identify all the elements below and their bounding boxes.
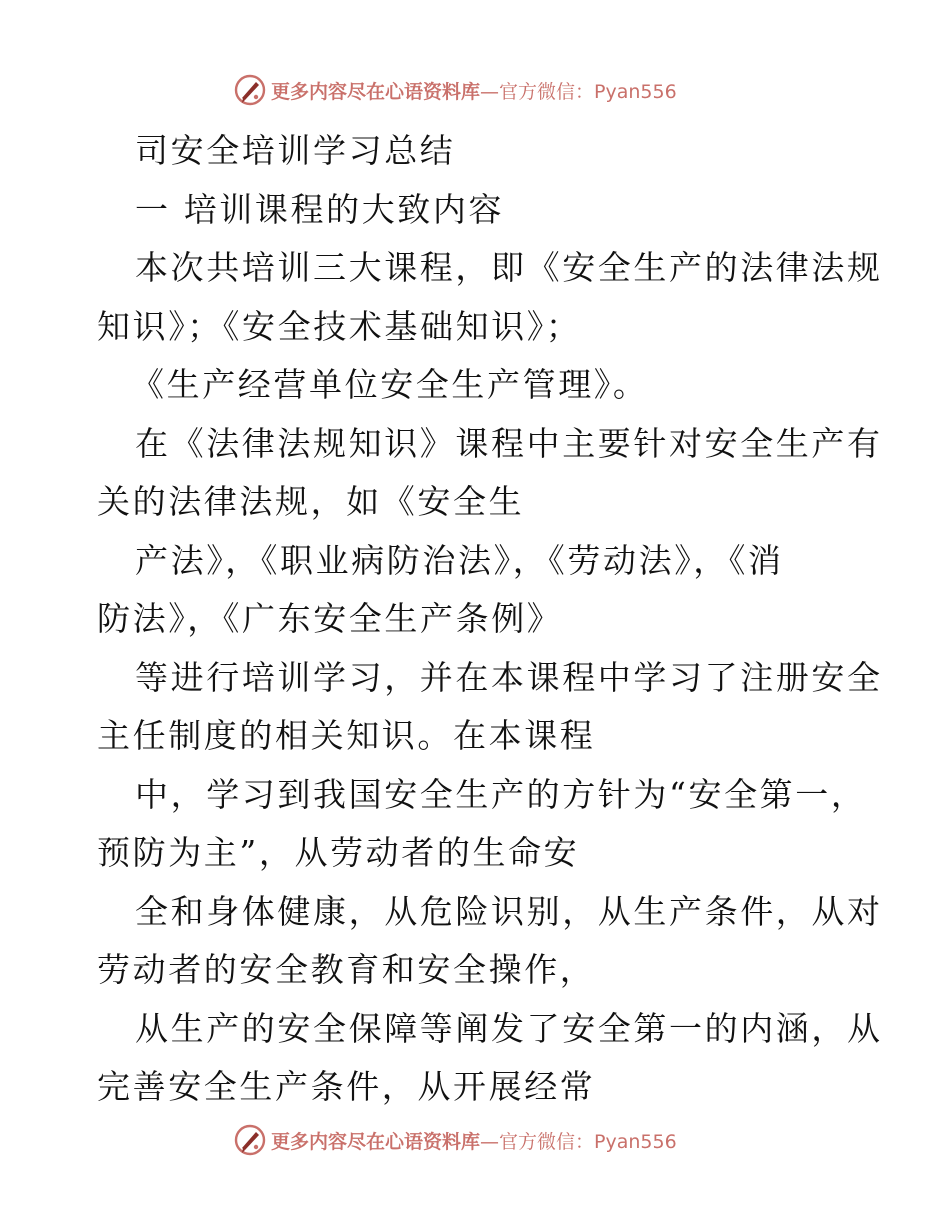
text-line: 劳动者的安全教育和安全操作， <box>97 950 596 989</box>
watermark-sub-text: —官方微信：Pyan556 <box>480 80 677 103</box>
document-body <box>97 122 883 1117</box>
text-line: 本次共培训三大课程，即《安全生产的法律法规 <box>135 248 883 287</box>
text-line: 一 培训课程的大致内容 <box>135 189 505 229</box>
text-line: 预防为主”，从劳动者的生命安 <box>97 833 580 872</box>
text-line: 等进行培训学习，并在本课程中学习了注册安全 <box>135 657 883 697</box>
text-line: 关的法律法规，如《安全生 <box>97 482 525 521</box>
text-line: 从生产的安全保障等阐发了安全第一的内涵，从 <box>135 1008 883 1048</box>
text-line: 全和身体健康，从危险识别，从生产条件，从对 <box>135 891 883 931</box>
text-line: 产法》，《职业病防治法》，《劳动法》，《消 <box>135 540 784 580</box>
text-line: 中，学习到我国安全生产的方针为“安全第一， <box>135 774 867 814</box>
footer-watermark <box>233 1120 677 1160</box>
watermark-main-text: 更多内容尽在心语资料库 <box>271 80 481 103</box>
text-line: 防法》，《广东安全生产条例》 <box>97 599 563 638</box>
text-line: 在《法律法规知识》课程中主要针对安全生产有 <box>135 423 883 463</box>
quill-logo-icon <box>233 1123 267 1157</box>
text-line: 知识》；《安全技术基础知识》； <box>97 306 582 346</box>
text-line: 主任制度的相关知识。在本课程 <box>97 716 596 755</box>
watermark-sub-text: —官方微信：Pyan556 <box>480 1130 677 1153</box>
watermark-main-text: 更多内容尽在心语资料库 <box>271 1130 481 1153</box>
text-line: 完善安全生产条件，从开展经常 <box>97 1067 596 1106</box>
text-line: 司安全培训学习总结 <box>135 131 456 170</box>
header-watermark <box>233 70 677 110</box>
quill-logo-icon <box>233 73 267 107</box>
text-line: 《生产经营单位安全生产管理》。 <box>131 365 649 404</box>
